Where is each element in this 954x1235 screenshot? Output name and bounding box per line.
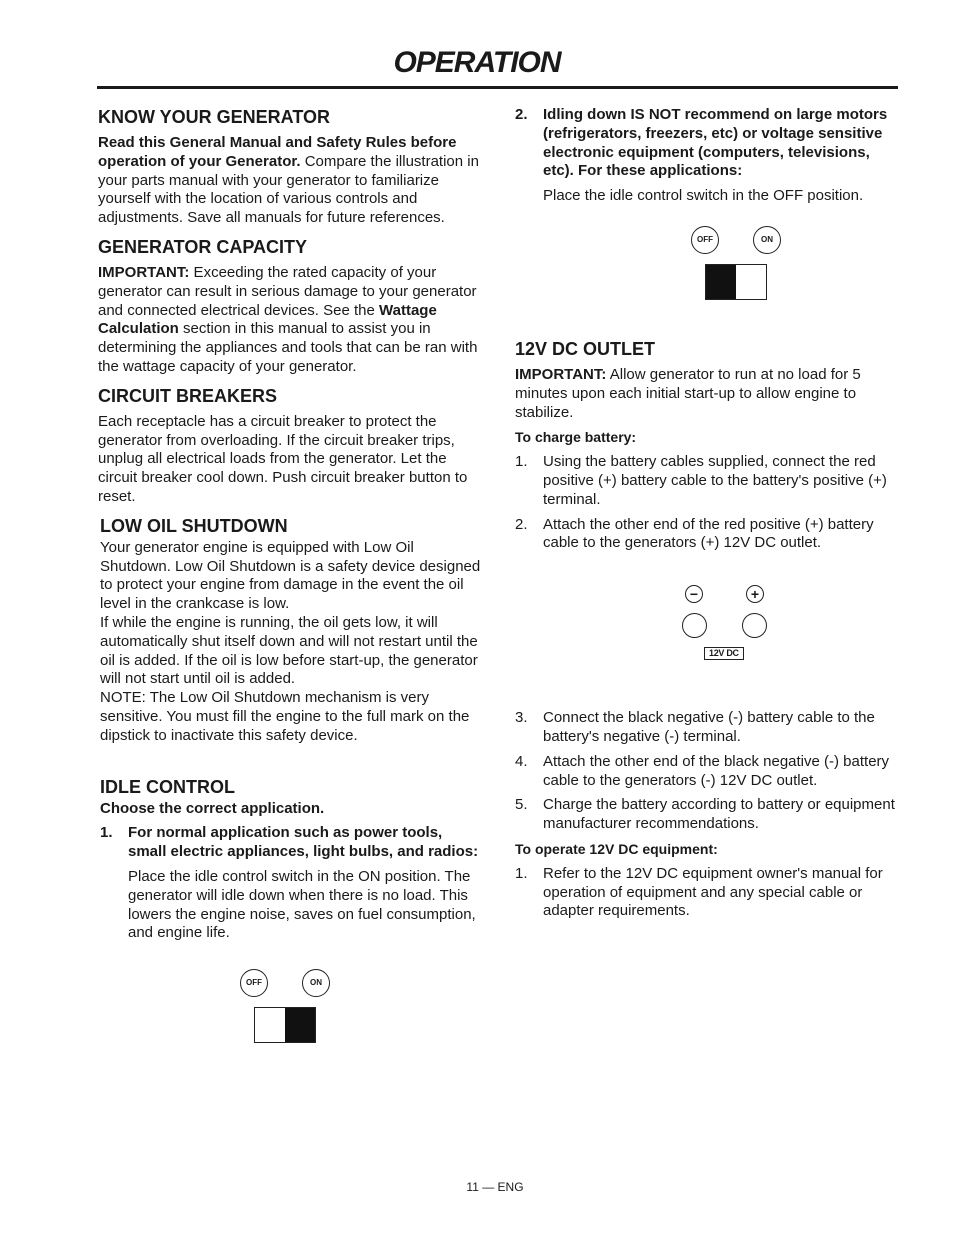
plus-symbol-icon: + — [746, 585, 764, 603]
title-rule — [97, 86, 898, 89]
page-number: 11 — ENG — [466, 1180, 524, 1194]
charge-step-4 — [515, 753, 900, 791]
idle-item-2 — [515, 106, 900, 181]
idle-switch-off-position — [705, 264, 767, 300]
charge-step-number: 5. — [515, 796, 528, 814]
low-oil-para-2: If while the engine is running, the oil gets low, it will automatically shut itself down and will not restart until the oil is added. If the oil is low before start-up, the generator will not start until oil is added. — [100, 613, 478, 688]
idle-switch-on-figure — [240, 969, 320, 1051]
operate-step-1 — [515, 865, 900, 921]
page-title: OPERATION — [393, 46, 561, 79]
idle-control-section — [98, 776, 483, 1052]
charge-step-number: 4. — [515, 752, 528, 770]
charge-step-text: Attach the other end of the black negative (-) battery cable to the generators (-) 12V DC outlet. — [543, 752, 890, 789]
minus-symbol-icon: − — [685, 585, 703, 603]
idle-item-2-text: Place the idle control switch in the OFF position. — [543, 187, 864, 205]
negative-terminal-icon — [682, 613, 707, 638]
idle-item-1-heading: For normal application such as power tools, small electric appliances, light bulbs, and radios: — [128, 824, 479, 861]
circuit-breakers-text: Each receptacle has a circuit breaker to protect the generator from overloading. If the circuit breaker trips, unplug all electrical loads from the generator. Let the circuit breaker cool down. Push circuit breaker button to reset. — [98, 412, 468, 505]
generator-capacity-heading: GENERATOR CAPACITY — [98, 236, 308, 257]
operate-step-number: 1. — [515, 864, 528, 882]
idle-control-subheading: Choose the correct application. — [100, 799, 325, 817]
dc-outlet-figure — [682, 585, 772, 675]
circuit-breakers-heading: CIRCUIT BREAKERS — [98, 385, 278, 406]
generator-capacity-body-2: section in this manual to assist you in determining the appliances and tools that can be ran with the wattage capacity of your generator. — [98, 320, 478, 375]
positive-terminal-icon — [742, 613, 767, 638]
low-oil-shutdown-heading: LOW OIL SHUTDOWN — [100, 515, 288, 536]
dc-outlet-important — [515, 366, 900, 422]
idle-item-1-text: Place the idle control switch in the ON position. The generator will idle down when there is no load. This lowers the engine noise, saves on fuel consumption, and engine life. — [128, 867, 476, 942]
idle-control-heading: IDLE CONTROL — [100, 776, 235, 797]
charge-step-5 — [515, 796, 900, 834]
charge-step-text: Using the battery cables supplied, connect the red positive (+) battery cable to the battery's positive (+) terminal. — [543, 453, 887, 508]
charge-step-number: 1. — [515, 453, 528, 471]
charge-step-2 — [515, 516, 900, 554]
charge-step-number: 3. — [515, 709, 528, 727]
switch-on-label: ON — [753, 226, 781, 254]
know-your-generator-section — [98, 106, 483, 228]
circuit-breakers-section — [98, 385, 483, 507]
generator-capacity-text — [98, 264, 483, 377]
charge-battery-heading: To charge battery: — [515, 429, 637, 446]
generator-capacity-important: IMPORTANT: — [98, 263, 190, 281]
idle-item-1-number: 1. — [100, 824, 113, 842]
left-column — [98, 106, 483, 1059]
dc-outlet-section — [515, 338, 900, 921]
operate-dc-heading: To operate 12V DC equipment: — [515, 840, 718, 857]
charge-step-text: Attach the other end of the red positive (+) battery cable to the generators (+) 12V DC outlet. — [543, 515, 874, 552]
switch-off-label: OFF — [240, 969, 268, 997]
charge-step-1 — [515, 453, 900, 509]
know-your-generator-body: Compare the illustration in your parts manual with your generator to familiarize yourself with the location of various controls and adjustments. Save all manuals for future references. — [98, 152, 479, 227]
dc-outlet-important-label: IMPORTANT: — [515, 365, 607, 383]
idle-item-1 — [100, 824, 483, 862]
know-your-generator-heading: KNOW YOUR GENERATOR — [98, 107, 331, 127]
charge-step-text: Connect the black negative (-) battery cable to the battery's negative (-) terminal. — [543, 709, 875, 745]
charge-step-number: 2. — [515, 515, 528, 533]
know-your-generator-text — [98, 134, 483, 228]
idle-item-2-heading: Idling down IS NOT recommend on large motors (refrigerators, freezers, etc) or voltage sensitive electronic equipment (computers, televisions, etc). For these applications: — [543, 106, 888, 180]
low-oil-para-1: Your generator engine is equipped with Low Oil Shutdown. Low Oil Shutdown is a safety device designed to protect your engine from damage in the event the oil level in the crankcase is low. — [100, 538, 481, 613]
charge-step-text: Charge the battery according to battery or equipment manufacturer recommendations. — [543, 796, 895, 833]
low-oil-shutdown-section — [98, 515, 483, 746]
know-your-generator-lead: Read this General Manual and Safety Rules before operation of your Generator. — [98, 134, 457, 170]
generator-capacity-section — [98, 236, 483, 377]
idle-switch-on-position — [254, 1007, 316, 1043]
idle-item-2-number: 2. — [515, 106, 528, 123]
charge-step-3 — [515, 709, 900, 747]
generator-capacity-body-1: Exceeding the rated capacity of your generator can result in serious damage to your generator and connected electrical devices. See the — [98, 263, 477, 319]
dc-outlet-important-text: Allow generator to run at no load for 5 minutes upon each initial start-up to allow engine to stabilize. — [515, 365, 861, 421]
wattage-calculation-ref: Wattage Calculation — [98, 301, 437, 338]
low-oil-para-3: NOTE: The Low Oil Shutdown mechanism is very sensitive. You must fill the engine to the full mark on the dipstick to inactivate this safety device. — [100, 689, 470, 744]
switch-on-label: ON — [302, 969, 330, 997]
dc-outlet-heading: 12V DC OUTLET — [515, 338, 656, 359]
idle-switch-off-figure — [691, 226, 771, 308]
switch-off-label: OFF — [691, 226, 719, 254]
operate-step-text: Refer to the 12V DC equipment owner's manual for operation of equipment and any special cable or adapter requirements. — [543, 864, 883, 920]
dc-outlet-label: 12V DC — [704, 647, 744, 660]
right-column — [515, 106, 900, 929]
